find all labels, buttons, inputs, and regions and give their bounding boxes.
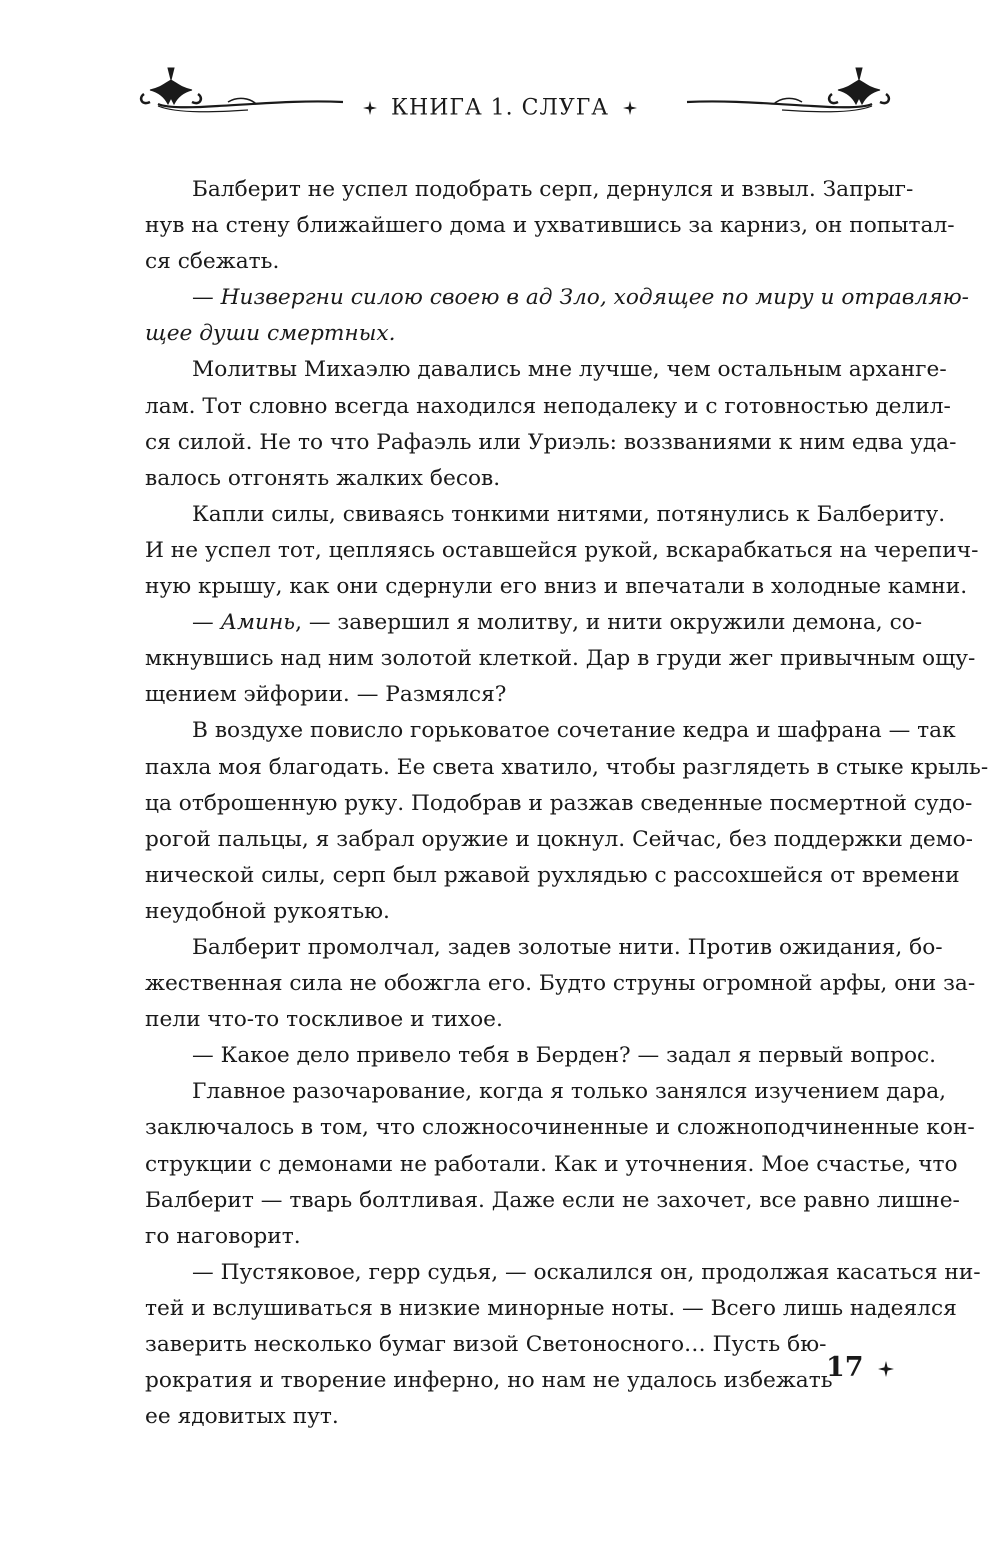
text-line: Главное разочарование, когда я только занялся изучением дара,	[192, 1079, 947, 1105]
prayer-text: щее души смертных.	[145, 321, 396, 347]
text-line: ную крышу, как они сдернули его вниз и впечатали в холодные камни.	[145, 574, 968, 600]
prayer-text: Низвергни силою своею в ад Зло, ходящее по миру и отравляю-	[220, 285, 970, 311]
paragraph	[145, 930, 976, 1038]
page-body	[145, 172, 989, 1435]
paragraph	[145, 1074, 975, 1254]
text-line: струкции с демонами не работали. Как и уточнения. Мое счастье, что	[145, 1151, 958, 1177]
text-line: ся силой. Не то что Рафаэль или Уриэль: воззваниями к ним едва уда-	[145, 429, 957, 455]
text-line	[145, 280, 970, 316]
text-line: — Пустяковое, герр судья, — оскалился он, продолжая касаться ни-	[192, 1259, 981, 1285]
text-line: И не успел тот, цепляясь оставшейся рукой, вскарабкаться на черепич-	[145, 537, 979, 563]
text-line: лам. Тот словно всегда находился неподалеку и с готовностью делил-	[145, 393, 951, 419]
star-icon	[623, 101, 637, 115]
text-line: жественная сила не обожгла его. Будто струны огромной арфы, они за-	[145, 971, 976, 997]
text-line: — Какое дело привело тебя в Берден? — задал я первый вопрос.	[192, 1043, 937, 1069]
text-line: рократия и творение инферно, но нам не удалось избежать	[145, 1368, 833, 1394]
paragraph	[145, 352, 957, 496]
line-rest: , — завершил я молитву, и нити окружили демона, со-	[295, 610, 923, 636]
paragraph	[145, 280, 970, 352]
text-line	[145, 605, 923, 641]
text-line: Балберит — тварь болтливая. Даже если не захочет, все равно лишне-	[145, 1187, 960, 1213]
paragraph	[145, 1255, 981, 1435]
star-icon	[878, 1361, 894, 1377]
page-number-text: 17	[826, 1352, 864, 1383]
text-line: В воздухе повисло горьковатое сочетание кедра и шафрана — так	[192, 718, 956, 744]
paragraph	[145, 172, 955, 280]
text-line: Балберит промолчал, задев золотые нити. Против ожидания, бо-	[192, 934, 943, 960]
text-line: заверить несколько бумаг визой Светоносного… Пусть бю-	[145, 1332, 827, 1357]
page-number	[826, 1352, 894, 1383]
text-line: мкнувшись над ним золотой клеткой. Дар в груди жег привычным ощу-	[145, 646, 976, 672]
text-line: ца отброшенную руку. Подобрав и разжав сведенные посмертной судо-	[145, 790, 973, 816]
text-line: ее ядовитых пут.	[145, 1404, 339, 1430]
dash: —	[192, 285, 221, 311]
text-line: валось отгонять жалких бесов.	[145, 465, 501, 491]
text-line	[145, 316, 880, 352]
text-line: го наговорит.	[145, 1223, 301, 1249]
paragraph	[145, 713, 989, 930]
running-title	[0, 95, 1000, 121]
paragraph	[145, 497, 979, 605]
text-line: нув на стену ближайшего дома и ухватившись за карниз, он попытал-	[145, 213, 955, 239]
book-title: КНИГА 1. СЛУГА	[391, 95, 609, 121]
paragraph	[145, 605, 976, 713]
text-line: Балберит не успел подобрать серп, дернулся и взвыл. Запрыг-	[192, 177, 914, 202]
star-icon	[363, 101, 377, 115]
text-line: нической силы, серп был ржавой рухлядью с рассохшейся от времени	[145, 862, 960, 888]
running-header	[0, 58, 1000, 178]
italic-word: Аминь	[220, 610, 296, 636]
text-line: ся сбежать.	[145, 249, 280, 275]
text-line: Капли силы, свиваясь тонкими нитями, потянулись к Балбериту.	[192, 501, 946, 527]
text-line: пели что-то тоскливое и тихое.	[145, 1007, 503, 1033]
text-line: пахла моя благодать. Ее света хватило, чтобы разглядеть в стыке крыль-	[145, 754, 989, 780]
text-line: заключалось в том, что сложносочиненные и сложноподчиненные кон-	[145, 1115, 975, 1141]
text-line: щением эйфории. — Размялся?	[145, 682, 507, 708]
paragraph	[145, 1038, 937, 1074]
dash: —	[192, 610, 221, 636]
text-line: тей и вслушиваться в низкие минорные ноты. — Всего лишь надеялся	[145, 1295, 957, 1321]
text-line: Молитвы Михаэлю давались мне лучше, чем остальным арханге-	[192, 357, 947, 383]
text-line: рогой пальцы, я забрал оружие и цокнул. Сейчас, без поддержки демо-	[145, 826, 974, 852]
text-line: неудобной рукоятью.	[145, 898, 390, 924]
